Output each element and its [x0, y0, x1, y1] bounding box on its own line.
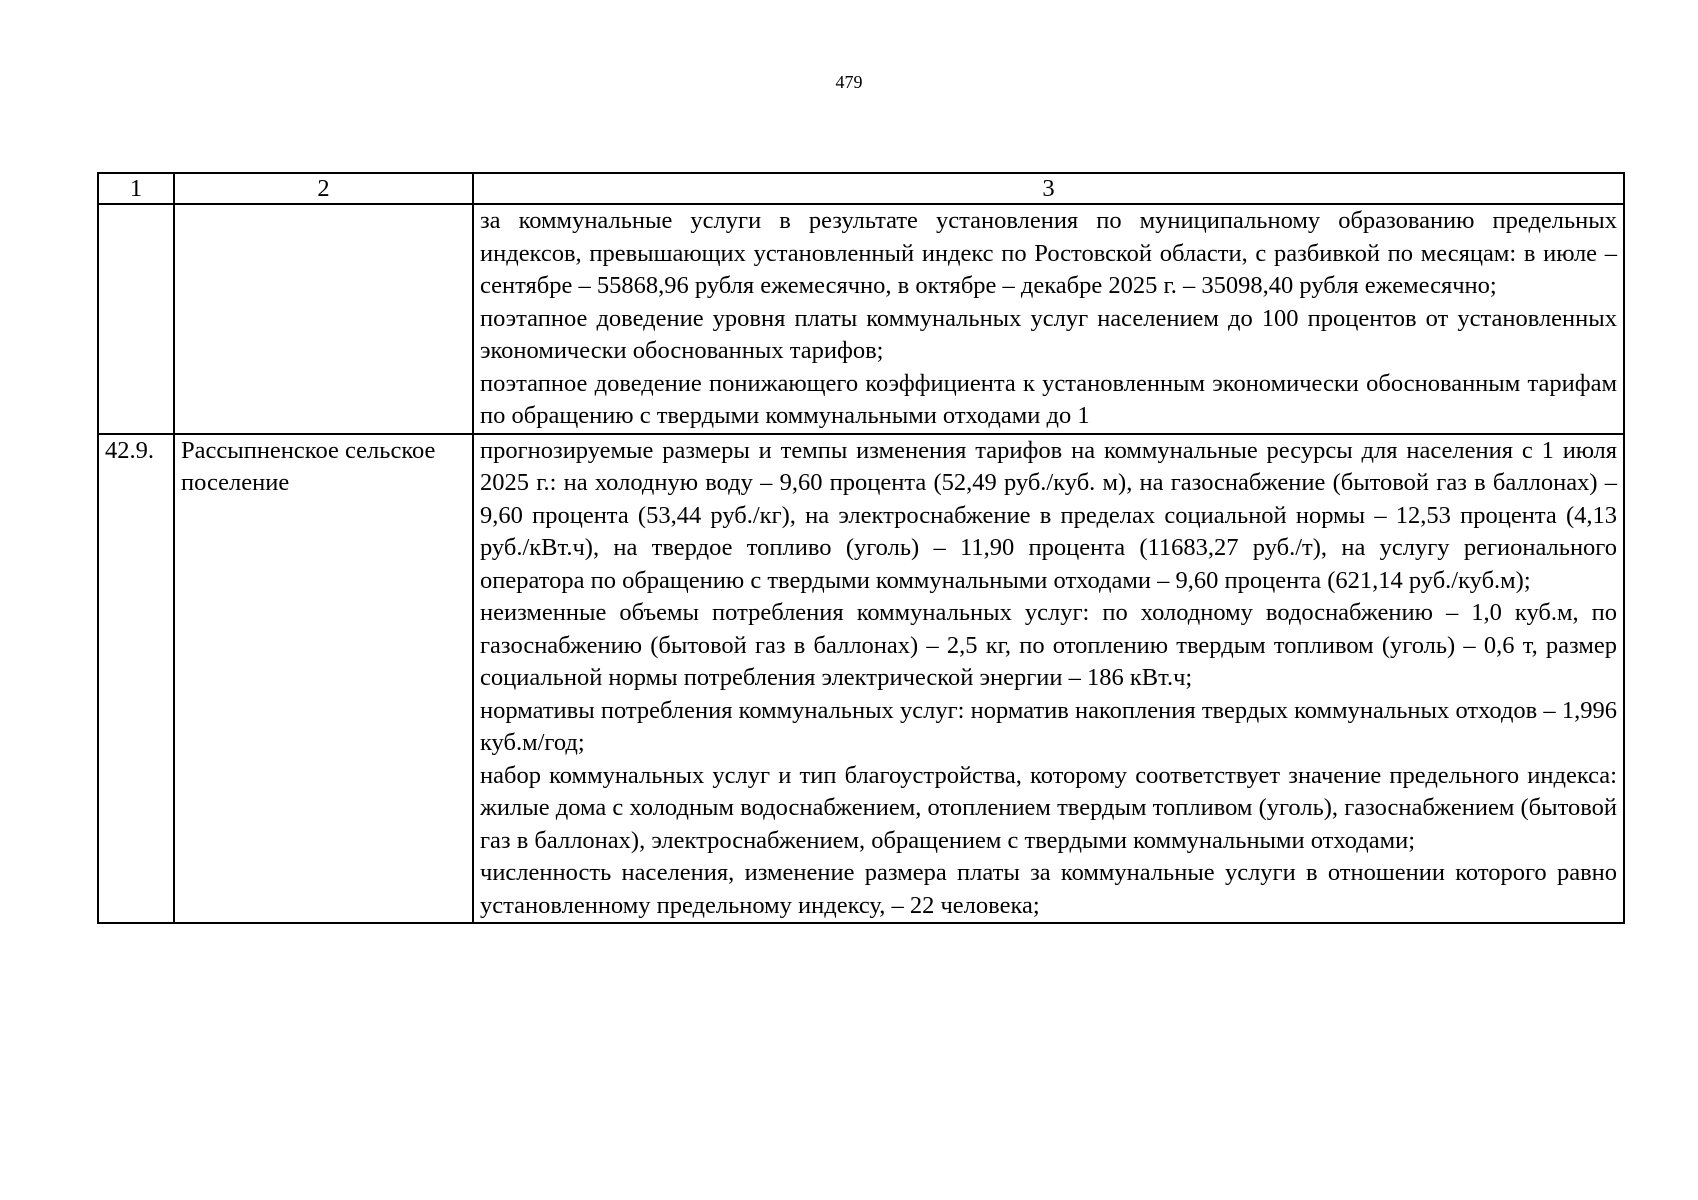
table-header-row [98, 173, 1624, 204]
row-number [98, 204, 174, 434]
page-number: 479 [835, 72, 863, 92]
paragraph: неизменные объемы потребления коммунальных услуг: по холодному водоснабжению – 1,0 куб.м, по газоснабжению (бытовой газ в баллонах) – 2,5 кг, по отоплению твердым топливом (уголь) – 0,6 т, размер социальной нормы потребления электрической энергии – 186 кВт.ч; [480, 599, 1617, 691]
paragraph: за коммунальные услуги в результате установления по муниципальному образованию предельных индексов, превышающих установленный индекс по Ростовской области, с разбивкой по месяцам: в июле – сентябре – 55868,96 рубля ежемесячно, в октябре – декабре 2025 г. – 35098,40 рубля ежемесячно; [480, 207, 1617, 299]
header-cell-3: 3 [473, 173, 1624, 204]
header-cell-2: 2 [174, 173, 473, 204]
paragraph: набор коммунальных услуг и тип благоустройства, которому соответствует значение предельного индекса: жилые дома с холодным водоснабжением, отоплением твердым топливом (уголь), газоснабжением (бытовой газ в баллонах), электроснабжением, обращением с твердыми коммунальными отходами; [480, 761, 1617, 854]
header-cell-1: 1 [98, 173, 174, 204]
paragraph: численность населения, изменение размера платы за коммунальные услуги в отношении которого равно установленному предельному индексу, – 22 человека; [480, 859, 1617, 919]
document-table [97, 172, 1625, 924]
table-row [98, 204, 1624, 434]
settlement-name: Рассыпненское сельское поселение [174, 434, 473, 924]
paragraph: поэтапное доведение уровня платы коммунальных услуг населением до 100 процентов от установленных экономически обоснованных тарифов; [480, 304, 1617, 364]
row-content [473, 434, 1624, 924]
row-number: 42.9. [98, 434, 174, 924]
paragraph: поэтапное доведение понижающего коэффициента к установленным экономически обоснованным тарифам по обращению с твердыми коммунальными отходами до 1 [480, 369, 1617, 429]
table-row [98, 434, 1624, 924]
settlement-name [174, 204, 473, 434]
paragraph: прогнозируемые размеры и темпы изменения тарифов на коммунальные ресурсы для населения с 1 июля 2025 г.: на холодную воду – 9,60 процента (52,49 руб./куб. м), на газоснабжение (бытовой газ в баллонах) – 9,60 процента (53,44 руб./кг), на электроснабжение в пределах социальной нормы – 12,53 процента (4,13 руб./кВт.ч), на твердое топливо (уголь) – 11,90 процента (11683,27 руб./т), на услугу регионального оператора по обращению с твердыми коммунальными отходами – 9,60 процента (621,14 руб./куб.м); [480, 436, 1617, 594]
row-content [473, 204, 1624, 434]
paragraph: нормативы потребления коммунальных услуг: норматив накопления твердых коммунальных отходов – 1,996 куб.м/год; [480, 696, 1617, 756]
